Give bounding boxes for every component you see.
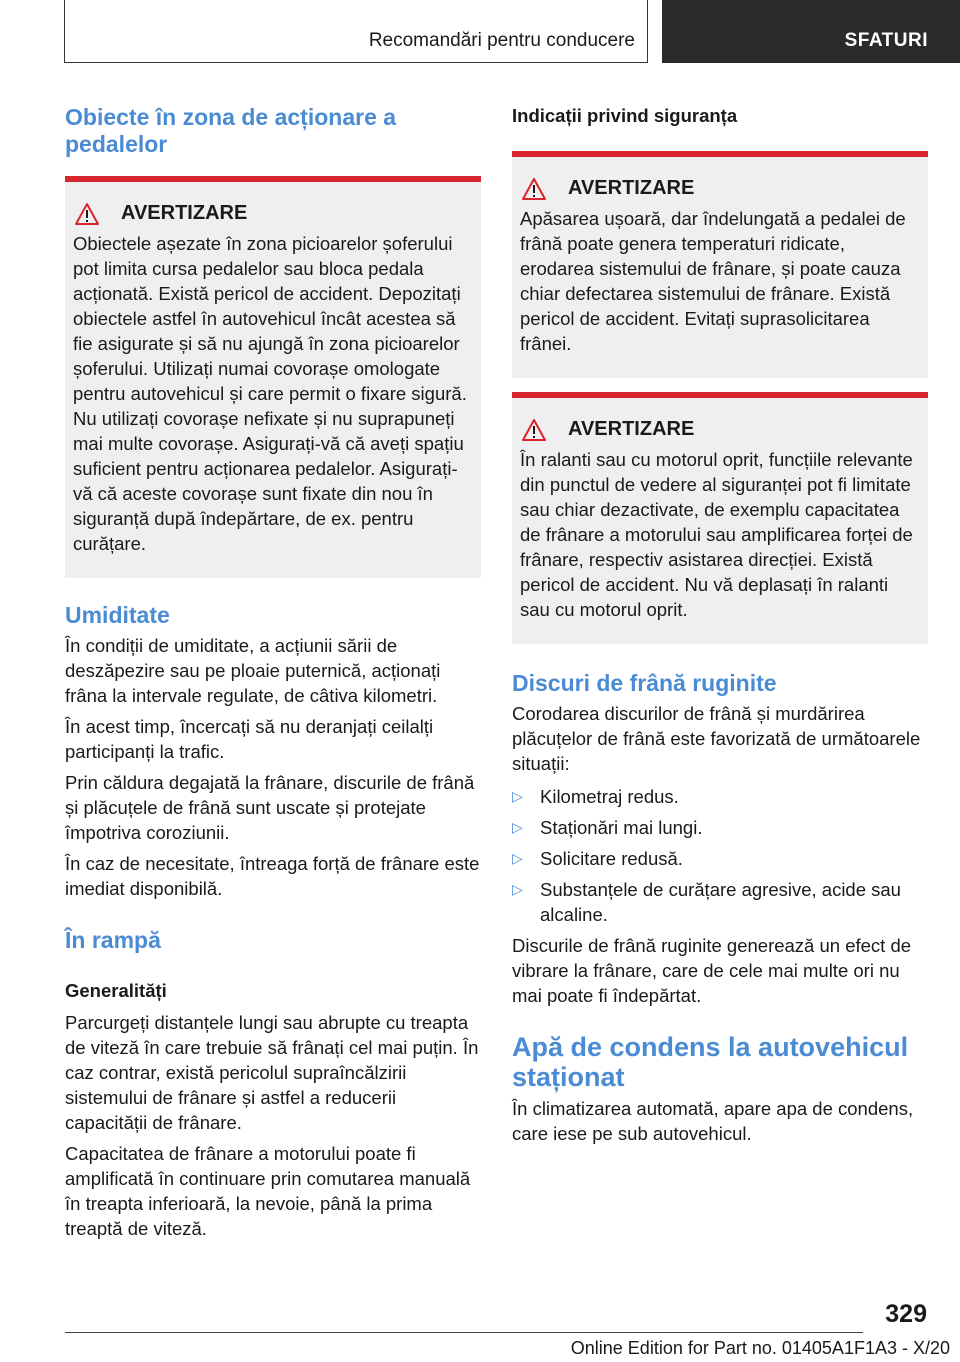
section-title-humidity: Umiditate xyxy=(65,602,170,628)
paragraph: În climatizarea automată, apare apa de condens, care iese pe sub autovehicul. xyxy=(512,1098,914,1144)
warning-triangle-icon xyxy=(75,203,99,225)
paragraph: În condiții de umiditate, a acțiunii sării de deszăpezire sau pe ploaie puternică, acționați frâna la intervale regulate, de câtiva kilometri. xyxy=(65,635,441,706)
page-number: 329 xyxy=(885,1300,927,1328)
left-column xyxy=(65,100,481,1241)
footer-text: Online Edition for Part no. 01405A1F1A3 - X/20 xyxy=(570,1338,950,1358)
paragraph: În acest timp, încercați să nu deranjați ceilalți participanți la trafic. xyxy=(65,716,434,762)
triangle-bullet-icon: ▷ xyxy=(512,850,523,866)
section-title-ramp: În rampă xyxy=(65,927,161,953)
warning-text: Apăsarea ușoară, dar îndelungată a pedalei de frână poate genera temperaturi ridicate, erodarea sistemului de frânare, și poate cauza chiar defectarea sistemului de frânare. Există pericol de accident. Evitați suprasolicitarea frânei. xyxy=(520,208,906,354)
paragraph: Capacitatea de frânare a motorului poate fi amplificată în continuare prin comutarea manuală în treapta inferioară, la nevoie, până la prima treaptă de viteză. xyxy=(65,1143,471,1239)
subsection-title-general: Generalități xyxy=(65,980,167,1001)
triangle-bullet-icon: ▷ xyxy=(512,788,523,804)
list-item: ▷ Staționări mai lungi. xyxy=(512,817,703,838)
header-title-box xyxy=(64,0,648,63)
triangle-bullet-icon: ▷ xyxy=(512,881,523,897)
header-tab xyxy=(662,0,960,63)
section-title-rusty-discs: Discuri de frână ruginite xyxy=(512,670,777,696)
paragraph: Parcurgeți distanțele lungi sau abrupte cu treapta de viteză în care trebuie să frânați cel mai puțin. În caz contrar, există pericolul supraîncălzirii sistemului de frânare și astfel a reducerii capacității de frânare. xyxy=(65,1012,479,1133)
list-item: ▷ Solicitare redusă. xyxy=(512,848,683,869)
list-item: ▷ Substanțele de curățare agresive, acide sau alcaline. xyxy=(512,879,901,925)
warning-label: AVERTIZARE xyxy=(121,202,248,224)
paragraph: Prin căldura degajată la frânare, discurile de frână și plăcuțele de frână sunt uscate și protejate împotriva coroziunii. xyxy=(65,772,475,843)
paragraph: În caz de necesitate, întreaga forță de frânare este imediat disponibilă. xyxy=(65,853,480,899)
list-item: ▷ Kilometraj redus. xyxy=(512,786,679,807)
header-tab-label: SFATURI xyxy=(844,30,928,51)
warning-box-brake-heat xyxy=(512,151,928,378)
warning-triangle-icon xyxy=(522,178,546,200)
warning-box-idle xyxy=(512,392,928,644)
footer-divider xyxy=(65,1332,863,1333)
warning-text: În ralanti sau cu motorul oprit, funcțiile relevante din punctul de vedere al siguranței pot fi limitate sau chiar dezactivate, de exemplu capacitatea de frânare a motorului sau amplificarea forței de frânare, respectiv asistarea direcției. Există pericol de accident. Nu vă deplasați în ralanti sau cu motorul oprit. xyxy=(520,449,913,620)
warning-box-pedals xyxy=(65,176,481,578)
paragraph: Discurile de frână ruginite generează un efect de vibrare la frânare, care de cele mai multe ori nu mai poate fi îndepărtat. xyxy=(512,935,912,1006)
triangle-bullet-icon: ▷ xyxy=(512,819,523,835)
warning-label: AVERTIZARE xyxy=(568,418,695,440)
section-title-condensation: Apă de condens la autovehicul staționat xyxy=(512,1032,909,1092)
paragraph: Corodarea discurilor de frână și murdărirea plăcuțelor de frână este favorizată de următoarele situații: xyxy=(512,703,921,774)
warning-text: Obiectele așezate în zona picioarelor șoferului pot limita cursa pedalelor sau bloca pedala acționată. Există pericol de accident. Depozitați obiectele astfel în autovehicul încât acestea să fie asigurate și să nu ajungă în zona picioarelor șoferului. Utilizați numai covorașe omologate pentru autovehicul și care permit o fixare sigură. Nu utilizați covorașe nefixate și nu suprapuneți mai multe covorașe. Asigurați-vă că aveți spațiu suficient pentru acționarea pedalelor. Asigurați-vă că aceste covorașe sunt fixate din nou în siguranță după îndepărtare, de ex. pentru curățare. xyxy=(73,233,467,554)
bullet-list xyxy=(512,784,928,927)
right-column xyxy=(512,100,928,1146)
section-title-pedals: Obiecte în zona de acționare a pedalelor xyxy=(65,104,397,157)
section-title-safety: Indicații privind siguranța xyxy=(512,105,738,126)
warning-triangle-icon xyxy=(522,419,546,441)
header-title: Recomandări pentru conducere xyxy=(368,30,635,51)
warning-label: AVERTIZARE xyxy=(568,177,695,199)
